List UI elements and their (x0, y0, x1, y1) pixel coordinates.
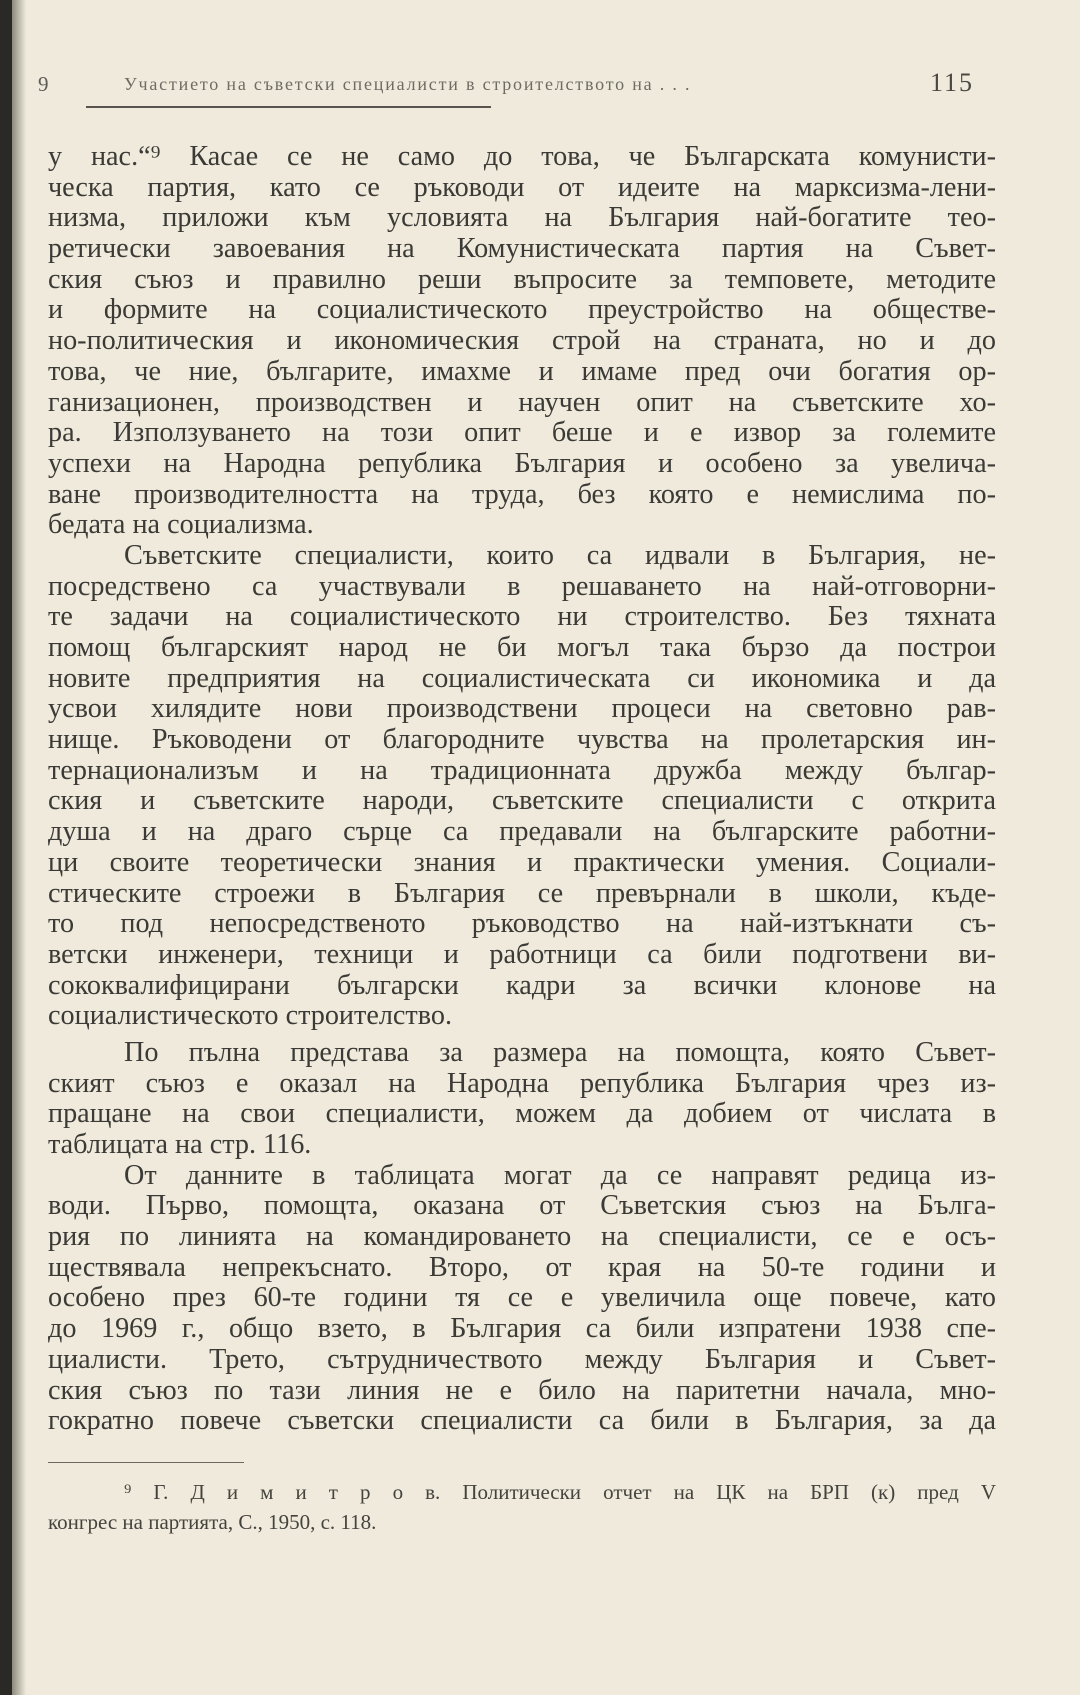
text-line: те задачи на социалистическото ни строителство. Без тяхната (48, 602, 996, 633)
text-line: От данните в таблицата могат да се направят редица из- (124, 1160, 996, 1191)
text-line: помощ българският народ не би могъл така бързо да построи (48, 633, 996, 663)
text-line: у нас.“⁹ Касае се не само до това, че Българската комунисти- (48, 142, 996, 172)
text-line: усвои хилядите нови производствени процеси на световно рав- (48, 694, 996, 725)
text-line: то под непосредственото ръководство на най-изтъкнати съ- (48, 909, 996, 940)
text-line: стическите строежи в България се превърнали в школи, къде- (48, 878, 996, 909)
text-line: това, че ние, българите, имахме и имаме пред очи богатия ор- (48, 356, 996, 387)
text-line: води. Първо, помощта, оказана от Съветския съюз на Бълга- (48, 1191, 996, 1222)
text-line: социалистическото строителство. (48, 1001, 452, 1032)
footnote-line: ⁹ Г. Д и м и т р о в. Политически отчет на ЦК на БРП (к) пред V (124, 1480, 996, 1504)
text-line: низма, приложи към условията на България най-богатите тео- (48, 203, 996, 234)
text-line: нище. Ръководени от благородните чувства на пролетарския ин- (48, 725, 996, 756)
text-line: Съветските специалисти, които са идвали в България, не- (124, 540, 996, 571)
text-line: сококвалифицирани български кадри за всички клонове на (48, 970, 996, 1001)
text-line: ра. Използуването на този опит беше и е извор за големите (48, 418, 996, 449)
footnote-line: конгрес на партията, С., 1950, с. 118. (48, 1510, 377, 1534)
text-line: ществявала непрекъснато. Второ, от края на 50-те години и (48, 1252, 996, 1283)
text-line: посредствено са участвували в решаването на най-отговорни- (48, 571, 996, 602)
text-line: успехи на Народна република България и особено за увелича- (48, 448, 996, 479)
text-line: таблицата на стр. 116. (48, 1130, 312, 1160)
text-line: ветски инженери, техници и работници са били подготвени ви- (48, 939, 996, 970)
text-line: циалисти. Трето, сътрудничеството между България и Съвет- (48, 1344, 996, 1375)
chapter-number: 9 (38, 72, 50, 96)
text-line: до 1969 г., общо взето, в България са били изпратени 1938 спе- (48, 1314, 996, 1345)
header-rule (86, 106, 491, 108)
text-line: гократно повече съветски специалисти са били в България, за да (48, 1406, 996, 1437)
text-line: но-политическия и икономическия строй на страната, но и до (48, 326, 996, 357)
text-line: и формите на социалистическото преустройство на обществе- (48, 295, 996, 326)
text-line: ретически завоевания на Комунистическата партия на Съвет- (48, 234, 996, 265)
text-line: бедата на социализма. (48, 510, 314, 541)
running-title: Участието на съветски специалисти в строителството на . . . (124, 74, 692, 94)
text-line: тернационализъм и на традиционната дружба между българ- (48, 755, 996, 786)
running-header (38, 68, 978, 106)
footnotes (48, 1477, 996, 1537)
text-line: особено през 60-те години тя се е увеличила още повече, като (48, 1283, 996, 1314)
text-line: ския съюз и правилно реши въпросите за темповете, методите (48, 264, 996, 295)
footnote-rule (48, 1462, 244, 1463)
text-line: ганизационен, производствен и научен опит на съветските хо- (48, 387, 996, 418)
text-line: ческа партия, като се ръководи от идеите на марксизма-лени- (48, 172, 996, 203)
text-line: душа и на драго сърце са предавали на българските работни- (48, 817, 996, 848)
text-line: пращане на свои специалисти, можем да добием от числата в (48, 1099, 996, 1130)
text-line: ския и съветските народи, съветските специалисти с открита (48, 786, 996, 817)
text-line: ци своите теоретически знания и практически умения. Социали- (48, 847, 996, 878)
text-line: рия по линията на командироването на специалисти, се е осъ- (48, 1222, 996, 1253)
page-number: 115 (929, 68, 974, 97)
text-line: ският съюз е оказал на Народна република България чрез из- (48, 1068, 996, 1099)
text-line: По пълна представа за размера на помощта, която Съвет- (124, 1037, 996, 1068)
text-line: новите предприятия на социалистическата си икономика и да (48, 663, 996, 694)
body-text (48, 142, 996, 1437)
text-line: ския съюз по тази линия не е било на паритетни начала, мно- (48, 1375, 996, 1406)
gutter-shadow (12, 0, 26, 1695)
text-line: ване производителността на труда, без която е немислима по- (48, 479, 996, 510)
book-spine-shadow (0, 0, 12, 1695)
